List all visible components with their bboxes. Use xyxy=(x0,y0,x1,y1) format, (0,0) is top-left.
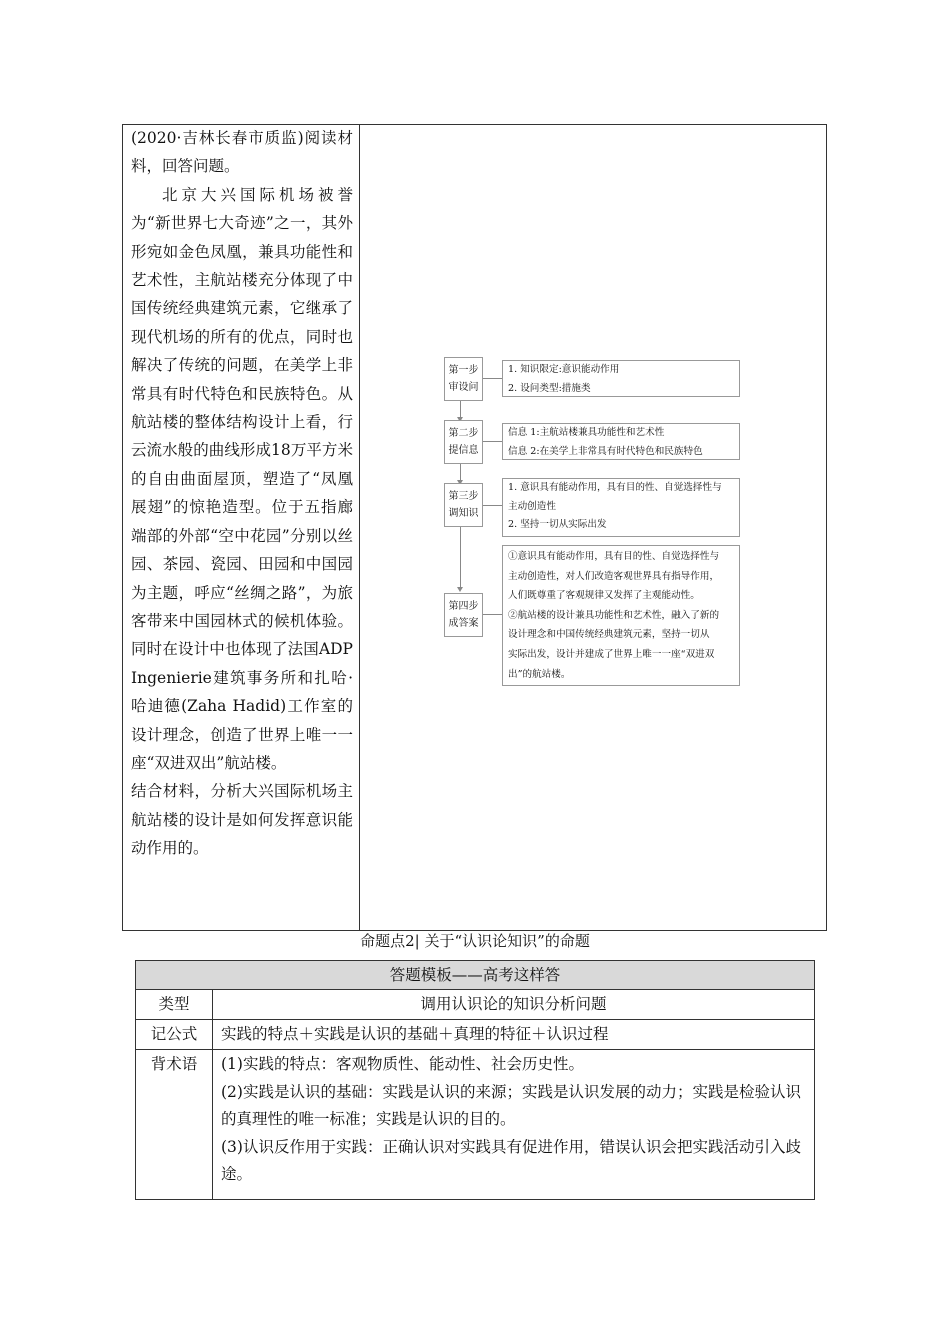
step-4-line: 主动创造性，对人们改造客观世界具有指导作用， xyxy=(508,570,720,582)
row-value-recite xyxy=(213,1050,815,1200)
question-source: (2020·吉林长春市质监)阅读材料，回答问题。 xyxy=(131,129,353,176)
connector-line xyxy=(460,401,461,417)
section-title: 命题点2| 关于“认识论知识”的命题 xyxy=(360,932,590,950)
connector-line xyxy=(460,464,461,480)
recite-item: (1)实践的特点：客观物质性、能动性、社会历史性。 xyxy=(221,1055,584,1073)
row-value-formula: 实践的特点＋实践是认识的基础＋真理的特征＋认识过程 xyxy=(213,1020,815,1050)
step-3-box xyxy=(444,483,483,527)
connector-line xyxy=(460,527,461,587)
step-4-line: ①意识具有能动作用，具有目的性、自觉选择性与 xyxy=(508,551,720,562)
step-2-label: 第二步 xyxy=(448,428,479,439)
step-2-line: 信息 2:在美学上非常具有时代特色和民族特色 xyxy=(508,445,703,457)
table-row xyxy=(136,1050,815,1200)
recite-item: (2)实践是认识的基础：实践是认识的来源；实践是认识发展的动力；实践是检验认识的真理性的唯一标准；实践是认识的目的。 xyxy=(221,1082,801,1128)
recite-item: (3)认识反作用于实践：正确认识对实践具有促进作用，错误认识会把实践活动引入歧途。 xyxy=(221,1137,801,1183)
column-divider xyxy=(359,124,360,931)
connector-arrow xyxy=(457,587,463,592)
question-material: 北京大兴国际机场被誉为“新世界七大奇迹”之一，其外形宛如金色凤凰，兼具功能性和艺术性，主航站楼充分体现了中国传统经典建筑元素，它继承了现代机场的所有的优点，同时也解决了传统的问题，在美学上非常具有时代特色和民族特色。从航站楼的整体结构设计上看，行云流水般的曲线形成18万平方米的自由曲面屋顶，塑造了“凤凰展翅”的惊艳造型。位于五指廊端部的外部“空中花园”分别以丝园、茶园、瓷园、田园和中国园为主题，呼应“丝绸之路”，为旅客带来中国园林式的候机体验。同时在设计中也体现了法国ADP Ingenierie建筑事务所和扎哈·哈迪德(Zaha Hadid)工作室的设计理念，创造了世界上唯一一座“双进双出”航站楼。 xyxy=(131,185,353,772)
step-1-line: 2. 设问类型:措施类 xyxy=(508,382,591,394)
answer-template-table xyxy=(135,960,815,1200)
step-4-line: 设计理念和中国传统经典建筑元素，坚持一切从 xyxy=(508,629,710,641)
step-2-box xyxy=(444,420,483,464)
table-row xyxy=(136,1020,815,1050)
step-4-line: 人们既尊重了客观规律又发挥了主观能动性。 xyxy=(508,590,700,602)
table-header-row xyxy=(136,961,815,990)
step-4-content xyxy=(502,545,740,686)
table-row xyxy=(136,990,815,1020)
step-3-line: 1. 意识具有能动作用，具有目的性、自觉选择性与 xyxy=(508,482,722,493)
step-4-line: 出”的航站楼。 xyxy=(508,668,571,680)
step-3-label: 第三步 xyxy=(448,491,479,502)
row-value-type: 调用认识论的知识分析问题 xyxy=(213,990,815,1020)
step-3-line: 主动创造性 xyxy=(508,500,556,512)
step-2-name: 提信息 xyxy=(448,445,479,456)
row-label-formula: 记公式 xyxy=(136,1020,213,1050)
step-3-name: 调知识 xyxy=(448,508,479,519)
step-1-name: 审设问 xyxy=(448,382,479,393)
answer-flow-diagram xyxy=(440,355,745,690)
step-2-content xyxy=(502,423,740,460)
step-1-label: 第一步 xyxy=(448,365,479,376)
step-1-content xyxy=(502,360,740,397)
step-4-line: ②航站楼的设计兼具功能性和艺术性，融入了新的 xyxy=(508,609,720,621)
step-2-line: 信息 1:主航站楼兼具功能性和艺术性 xyxy=(508,427,665,438)
table-header: 答题模板——高考这样答 xyxy=(136,961,815,990)
step-4-box xyxy=(444,593,483,637)
step-4-name: 成答案 xyxy=(448,618,479,629)
step-3-line: 2. 坚持一切从实际出发 xyxy=(508,519,607,531)
step-1-line: 1. 知识限定:意识能动作用 xyxy=(508,364,620,375)
step-4-line: 实际出发，设计并建成了世界上唯一一座“双进双 xyxy=(508,648,715,660)
step-4-label: 第四步 xyxy=(448,601,479,612)
step-3-content xyxy=(502,478,740,537)
step-1-box xyxy=(444,357,483,401)
row-label-type: 类型 xyxy=(136,990,213,1020)
question-prompt: 结合材料，分析大兴国际机场主航站楼的设计是如何发挥意识能动作用的。 xyxy=(131,782,353,858)
question-text-column xyxy=(131,124,353,863)
row-label-recite: 背术语 xyxy=(136,1050,213,1200)
